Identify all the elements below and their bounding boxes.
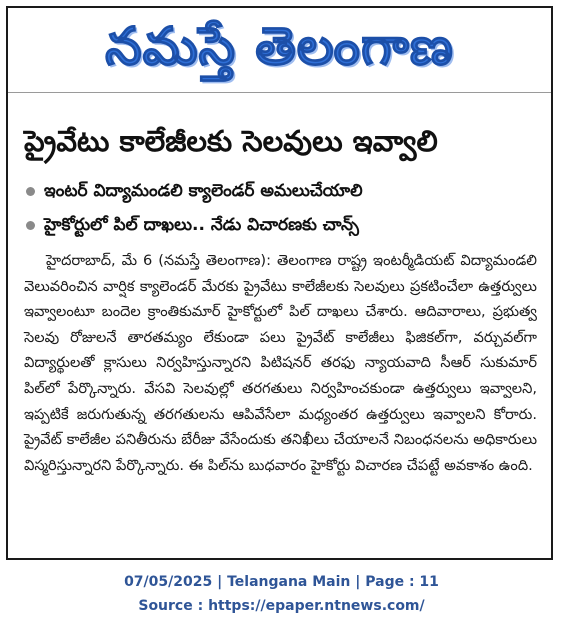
source-link[interactable]: Source : https://epaper.ntnews.com/ [138, 598, 425, 614]
article-body: హైదరాబాద్, మే 6 (నమస్తే తెలంగాణ): తెలంగాణ రాష్ట్ర ఇంటర్మీడియట్ విద్యామండలి వెలువరించిన వార్షిక క్యాలెండర్ మేరకు ప్రైవేటు కాలేజీలకు సెలవులు ప్రకటించేలా ఉత్తర్వులు ఇవ్వాలంటూ బందెల క్రాంతికుమార్ హైకోర్టులో పిల్ దాఖలు చేశారు. ఆదివారాలు, ప్రభుత్వ సెలవు రోజులనే తారతమ్యం లేకుండా పలు ప్రైవేట్ కాలేజీలు ఫిజికల్‌గా, వర్చువల్‌గా విద్యార్థులతో క్లాసులు నిర్వహిస్తున్నారని పిటిషనర్ తరఫు న్యాయవాది సీఆర్ సుకుమార్ పిల్‌లో పేర్కొన్నారు. వేసవి సెలవుల్లో తరగతులు నిర్వహించకుండా ఉత్తర్వులు ఇవ్వాలని, ఇప్పటికే జరుగుతున్న తరగతులను ఆపివేసేలా మధ్యంతర ఉత్తర్వులు ఇవ్వాలని కోరారు. ప్రైవేట్ కాలేజీల పనితీరును బేరీజు వేసేందుకు తనిఖీలు చేయాలనే నిబంధనలను అధికారులు విస్మరిస్తున్నారని పేర్కొన్నారు. ఈ పిల్‌ను బుధవారం హైకోర్టు విచారణ చేపట్టే అవకాశం ఉంది. [24, 252, 537, 474]
publication-info: 07/05/2025 | Telangana Main | Page : 11 [124, 574, 439, 590]
bullet-icon [26, 187, 35, 196]
subheadline-text: హైకోర్టులో పిల్ దాఖలు.. నేడు విచారణకు చాన్స్ [44, 215, 359, 235]
masthead [8, 8, 551, 90]
subheadline-list [24, 174, 541, 242]
masthead-logo: నమస్తే తెలంగాణ [105, 17, 454, 77]
subheadline-item [24, 174, 541, 208]
bullet-icon [26, 221, 35, 230]
masthead-divider [8, 92, 551, 93]
newspaper-clipping [6, 6, 553, 560]
article-headline: ప్రైవేటు కాలేజీలకు సెలవులు ఇవ్వాలి [24, 124, 438, 158]
subheadline-item [24, 208, 541, 242]
subheadline-text: ఇంటర్ విద్యామండలి క్యాలెండర్ అమలుచేయాలి [44, 181, 363, 201]
